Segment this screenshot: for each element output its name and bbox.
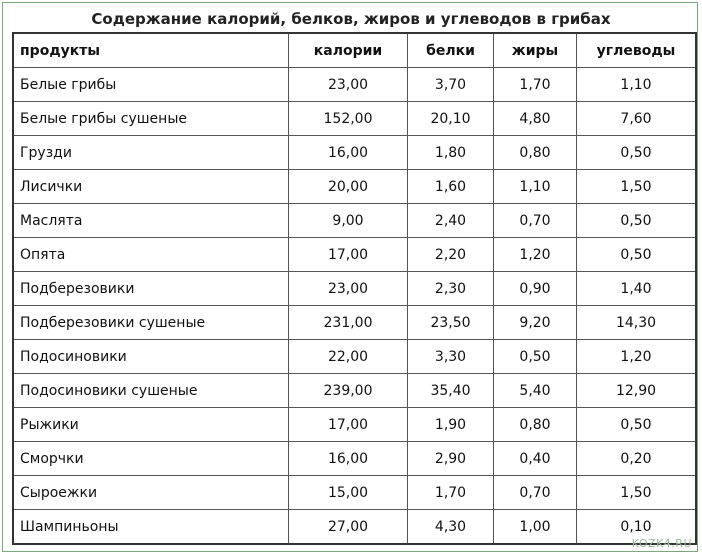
header-carbs: углеводы [577,34,695,68]
fats-cell: 1,70 [494,68,577,102]
carbs-cell: 14,30 [577,306,695,340]
fats-cell: 4,80 [494,102,577,136]
fats-cell: 0,80 [494,136,577,170]
table-row [14,102,695,136]
calories-cell: 16,00 [289,442,408,476]
calories-cell: 239,00 [289,374,408,408]
header-proteins: белки [408,34,494,68]
product-name: Подберезовики [14,272,289,306]
table-row [14,340,695,374]
fats-cell: 0,70 [494,204,577,238]
product-name: Белые грибы [14,68,289,102]
calories-cell: 23,00 [289,272,408,306]
carbs-cell: 12,90 [577,374,695,408]
carbs-cell: 1,50 [577,476,695,510]
product-name: Грузди [14,136,289,170]
carbs-cell: 0,50 [577,408,695,442]
product-name: Опята [14,238,289,272]
calories-cell: 22,00 [289,340,408,374]
table-row [14,204,695,238]
header-calories: калории [289,34,408,68]
proteins-cell: 3,30 [408,340,494,374]
carbs-cell: 1,40 [577,272,695,306]
calories-cell: 17,00 [289,238,408,272]
proteins-cell: 2,90 [408,442,494,476]
fats-cell: 0,90 [494,272,577,306]
fats-cell: 0,40 [494,442,577,476]
fats-cell: 1,00 [494,510,577,543]
calories-cell: 20,00 [289,170,408,204]
product-name: Сморчки [14,442,289,476]
table-row [14,510,695,543]
calories-cell: 231,00 [289,306,408,340]
proteins-cell: 1,70 [408,476,494,510]
table-row [14,374,695,408]
product-name: Шампиньоны [14,510,289,543]
product-name: Подосиновики сушеные [14,374,289,408]
table-row [14,136,695,170]
product-name: Лисички [14,170,289,204]
proteins-cell: 1,80 [408,136,494,170]
table-row [14,238,695,272]
proteins-cell: 2,20 [408,238,494,272]
proteins-cell: 20,10 [408,102,494,136]
table-title: Содержание калорий, белков, жиров и углеводов в грибах [91,10,611,28]
table-row [14,170,695,204]
product-name: Подберезовики сушеные [14,306,289,340]
fats-cell: 1,20 [494,238,577,272]
calories-cell: 9,00 [289,204,408,238]
product-name: Сыроежки [14,476,289,510]
calories-cell: 15,00 [289,476,408,510]
table-header-row [14,34,695,68]
carbs-cell: 0,50 [577,238,695,272]
table-row [14,68,695,102]
product-name: Маслята [14,204,289,238]
carbs-cell: 0,50 [577,204,695,238]
calories-cell: 17,00 [289,408,408,442]
fats-cell: 0,70 [494,476,577,510]
watermark: KOZK4.RU [631,537,692,550]
proteins-cell: 35,40 [408,374,494,408]
header-fats: жиры [494,34,577,68]
carbs-cell: 0,50 [577,136,695,170]
table-row [14,306,695,340]
carbs-cell: 7,60 [577,102,695,136]
proteins-cell: 23,50 [408,306,494,340]
product-name: Рыжики [14,408,289,442]
proteins-cell: 2,40 [408,204,494,238]
proteins-cell: 1,90 [408,408,494,442]
proteins-cell: 2,30 [408,272,494,306]
carbs-cell: 0,10 [620,518,652,535]
carbs-cell: 0,20 [577,442,695,476]
product-name: Подосиновики [14,340,289,374]
calories-cell: 27,00 [289,510,408,543]
calories-cell: 16,00 [289,136,408,170]
nutrition-table [12,32,697,545]
table-row [14,442,695,476]
header-products: продукты [14,34,289,68]
fats-cell: 5,40 [494,374,577,408]
proteins-cell: 4,30 [408,510,494,543]
fats-cell: 1,10 [494,170,577,204]
proteins-cell: 3,70 [408,68,494,102]
table-row [14,408,695,442]
fats-cell: 0,80 [494,408,577,442]
fats-cell: 9,20 [494,306,577,340]
carbs-cell: 1,20 [577,340,695,374]
table-row [14,476,695,510]
carbs-cell: 1,50 [577,170,695,204]
fats-cell: 0,50 [494,340,577,374]
carbs-cell: 1,10 [577,68,695,102]
calories-cell: 23,00 [289,68,408,102]
proteins-cell: 1,60 [408,170,494,204]
table-row [14,272,695,306]
product-name: Белые грибы сушеные [14,102,289,136]
calories-cell: 152,00 [289,102,408,136]
